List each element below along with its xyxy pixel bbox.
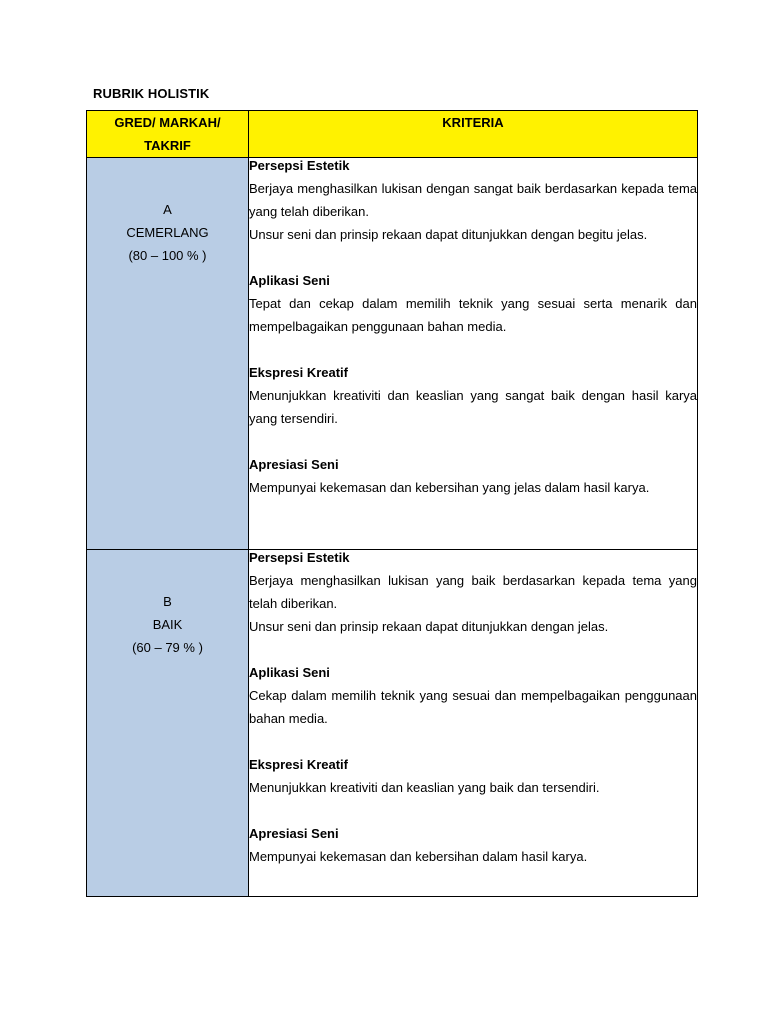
criteria-text: Tepat dan cekap dalam memilih teknik yang sesuai serta menarik dan mempelbagaikan penggunaan bahan media. xyxy=(249,296,697,334)
grade-range: (60 – 79 % ) xyxy=(132,640,203,655)
table-row xyxy=(87,158,698,550)
criteria-heading: Apresiasi Seni xyxy=(249,826,339,841)
header-grade-label-line1: GRED/ MARKAH/ xyxy=(114,115,221,130)
criteria-section xyxy=(249,546,697,638)
table-row xyxy=(87,550,698,897)
criteria-section xyxy=(249,453,697,499)
criteria-section xyxy=(249,154,697,246)
grade-letter: B xyxy=(163,594,172,609)
table-header-row xyxy=(87,111,698,158)
grade-label: BAIK xyxy=(152,617,183,632)
criteria-heading: Aplikasi Seni xyxy=(249,273,330,288)
criteria-cell xyxy=(249,550,698,897)
document-title: RUBRIK HOLISTIK xyxy=(93,86,210,101)
grade-range: (80 – 100 % ) xyxy=(128,248,207,263)
criteria-text: Berjaya menghasilkan lukisan yang baik berdasarkan kepada tema yang telah diberikan. xyxy=(249,573,697,611)
criteria-section xyxy=(249,661,697,730)
criteria-heading: Persepsi Estetik xyxy=(249,158,350,173)
criteria-section xyxy=(249,361,697,430)
criteria-section xyxy=(249,753,697,799)
criteria-heading: Aplikasi Seni xyxy=(249,665,330,680)
criteria-text: Berjaya menghasilkan lukisan dengan sangat baik berdasarkan kepada tema yang telah diberikan. xyxy=(249,181,697,219)
criteria-cell xyxy=(249,158,698,550)
criteria-heading: Ekspresi Kreatif xyxy=(249,365,348,380)
criteria-text: Mempunyai kekemasan dan kebersihan yang jelas dalam hasil karya. xyxy=(249,480,650,495)
criteria-text: Mempunyai kekemasan dan kebersihan dalam hasil karya. xyxy=(249,849,588,864)
header-criteria-label: KRITERIA xyxy=(442,115,504,130)
criteria-text: Unsur seni dan prinsip rekaan dapat ditunjukkan dengan begitu jelas. xyxy=(249,227,648,242)
grade-cell xyxy=(87,158,249,550)
criteria-heading: Apresiasi Seni xyxy=(249,457,339,472)
criteria-section xyxy=(249,822,697,868)
header-grade-label-line2: TAKRIF xyxy=(144,138,191,153)
criteria-heading: Ekspresi Kreatif xyxy=(249,757,348,772)
header-grade-cell xyxy=(87,111,249,158)
grade-letter: A xyxy=(163,202,172,217)
criteria-text: Cekap dalam memilih teknik yang sesuai dan mempelbagaikan penggunaan bahan media. xyxy=(249,688,697,726)
criteria-section xyxy=(249,269,697,338)
criteria-text: Unsur seni dan prinsip rekaan dapat ditunjukkan dengan jelas. xyxy=(249,619,609,634)
grade-cell xyxy=(87,550,249,897)
rubric-table xyxy=(86,110,698,897)
header-criteria-cell xyxy=(249,111,698,158)
criteria-text: Menunjukkan kreativiti dan keaslian yang sangat baik dengan hasil karya yang tersendiri. xyxy=(249,388,697,426)
criteria-heading: Persepsi Estetik xyxy=(249,550,350,565)
criteria-text: Menunjukkan kreativiti dan keaslian yang baik dan tersendiri. xyxy=(249,780,600,795)
grade-label: CEMERLANG xyxy=(126,225,209,240)
